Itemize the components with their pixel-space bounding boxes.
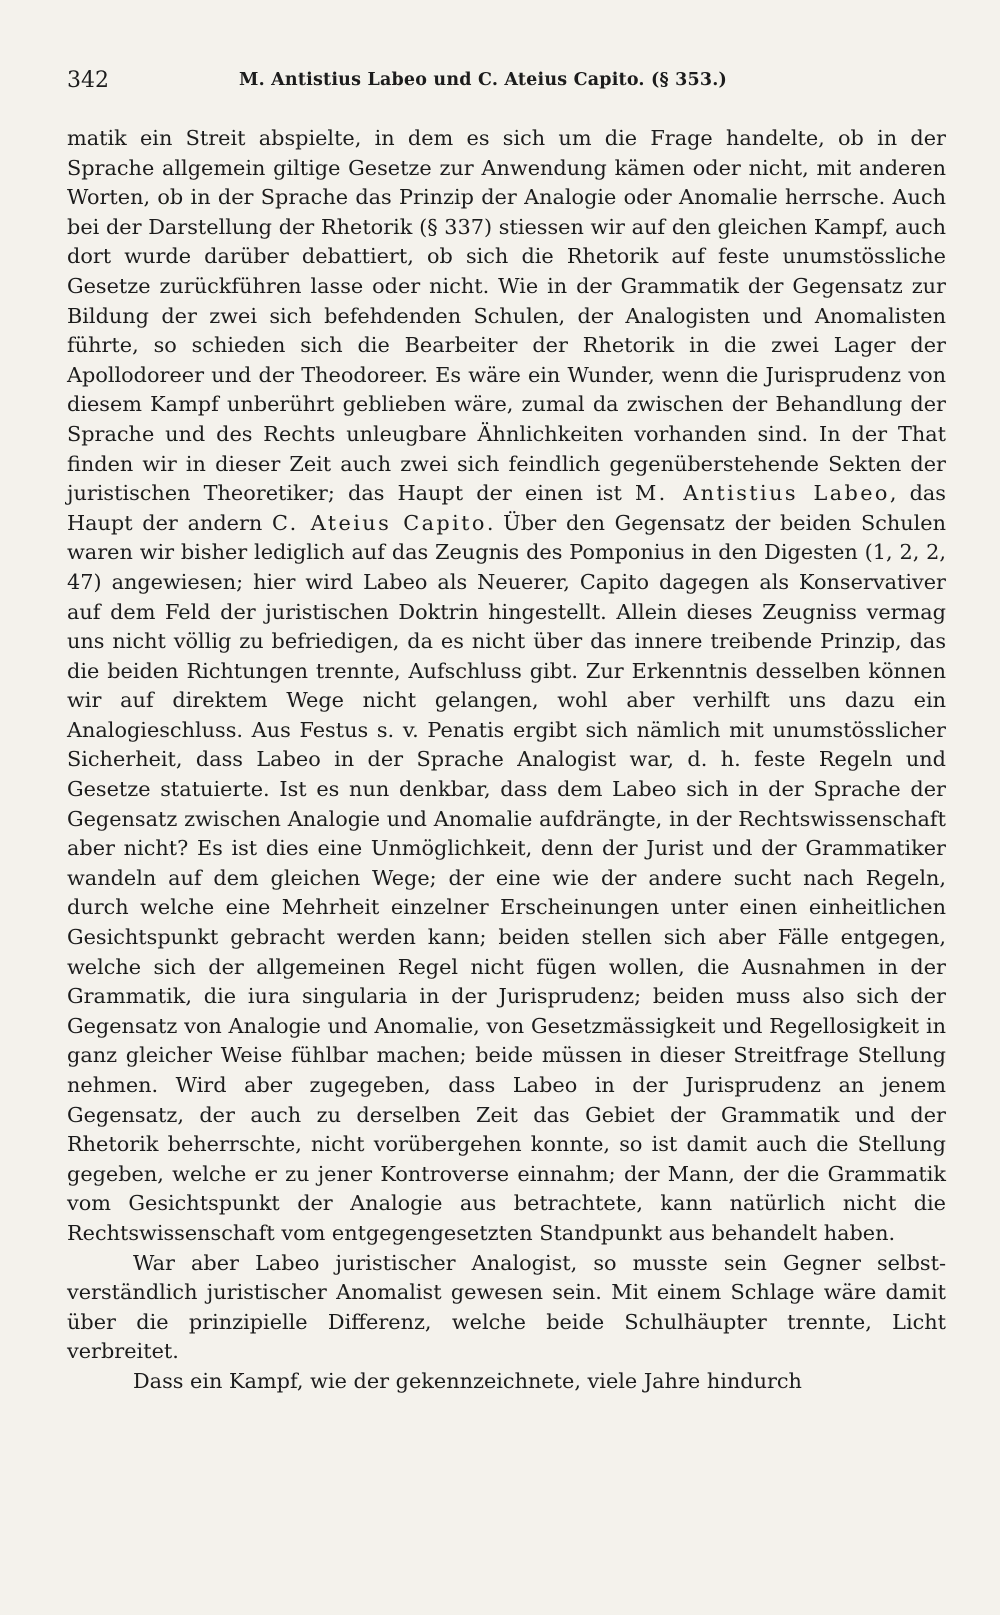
running-head <box>67 62 946 102</box>
body-text <box>67 124 946 1397</box>
paragraph-1-text-end: . Über den Gegensatz der beiden Schulen waren wir bisher lediglich auf das Zeugnis des Pomponius in den Digesten (1, 2, 2, 47) angewiesen; hier wird Labeo als Neuerer, Capito dagegen als Konservativer auf dem Feld der juristischen Doktrin hingestellt. Allein dieses Zeugniss vermag uns nicht völlig zu befriedigen, da es nicht über das innere treibende Prinzip, das die beiden Richtungen trennte, Aufschluss gibt. Zur Erkenntnis desselben können wir auf direktem Wege nicht gelangen, wohl aber verhilft uns dazu ein Analogieschluss. Aus Festus s. v. Penatis ergibt sich nämlich mit unumstösslicher Sicherheit, dass Labeo in der Sprache Analogist war, d. h. feste Regeln und Gesetze statuierte. Ist es nun denkbar, dass dem Labeo sich in der Sprache der Gegensatz zwischen Analogie und Anomalie aufdrängte, in der Rechtswissenschaft aber nicht? Es ist dies eine Unmöglichkeit, denn der Jurist und der Grammatiker wandeln auf dem gleichen Wege; der eine wie der andere sucht nach Regeln, durch welche eine Mehrheit einzelner Erscheinungen unter einen einheitlichen Gesichtspunkt gebracht werden kann; beiden stellen sich aber Fälle entgegen, welche sich der allgemeinen Regel nicht fügen wollen, die Ausnahmen in der Grammatik, die iura singularia in der Jurisprudenz; beiden muss also sich der Gegensatz von Analogie und Anomalie, von Gesetzmässigkeit und Regellosigkeit in ganz gleicher Weise fühlbar machen; beide müssen in dieser Streitfrage Stellung nehmen. Wird aber zugegeben, dass Labeo in der Jurisprudenz an jenem Gegensatz, der auch zu derselben Zeit das Gebiet der Grammatik und der Rhetorik beherrschte, nicht vorübergehen konnte, so ist damit auch die Stellung gegeben, welche er zu jener Kontroverse einnahm; der Mann, der die Grammatik vom Gesichtspunkt der Analogie aus betrachtete, kann natürlich nicht die Rechtswissenschaft vom entgegengesetzten Standpunkt aus behandelt haben. <box>67 510 947 1245</box>
paragraph-1-text-start: matik ein Streit abspielte, in dem es sich um die Frage handelte, ob in der Sprache allgemein giltige Gesetze zur Anwendung kämen oder nicht, mit anderen Worten, ob in der Sprache das Prinzip der Analogie oder Anomalie herrsche. Auch bei der Darstellung der Rhetorik (§ 337) stiessen wir auf den gleichen Kampf, auch dort wurde darüber debattiert, ob sich die Rhetorik auf feste unumstössliche Gesetze zurückführen lasse oder nicht. Wie in der Grammatik der Gegensatz zur Bildung der zwei sich befehdenden Schulen, der Analogisten und Anomalisten führte, so schieden sich die Bearbeiter der Rhetorik in die zwei Lager der Apollodoreer und der Theodoreer. Es wäre ein Wunder, wenn die Jurisprudenz von diesem Kampf unberührt geblieben wäre, zumal da zwischen der Behandlung der Sprache und des Rechts unleugbare Ähnlichkeiten vorhanden sind. In der That finden wir in dieser Zeit auch zwei sich feindlich gegenüberstehende Sekten der juristischen Theoretiker; das Haupt der einen ist <box>67 126 946 506</box>
paragraph-3: Dass ein Kampf, wie der gekennzeichnete, viele Jahre hindurch <box>133 1368 802 1393</box>
running-title: M. Antistius Labeo und C. Ateius Capito. (§ 353.) <box>239 70 728 90</box>
paragraph-1 <box>67 124 946 1249</box>
paragraph-1-text-middle: , das Haupt der andern <box>67 481 946 535</box>
page-number: 342 <box>67 68 109 93</box>
paragraph-2: War aber Labeo juristischer Analogist, so musste sein Gegner selbstverständlich juristischer Anomalist gewesen sein. Mit einem Schlage wäre damit über die prinzipielle Differenz, welche beide Schulhäupter trennte, Licht verbreitet. <box>67 1250 946 1364</box>
name-capito: C. Ateius Capito <box>272 510 487 535</box>
name-labeo: M. Antistius Labeo <box>634 481 890 506</box>
